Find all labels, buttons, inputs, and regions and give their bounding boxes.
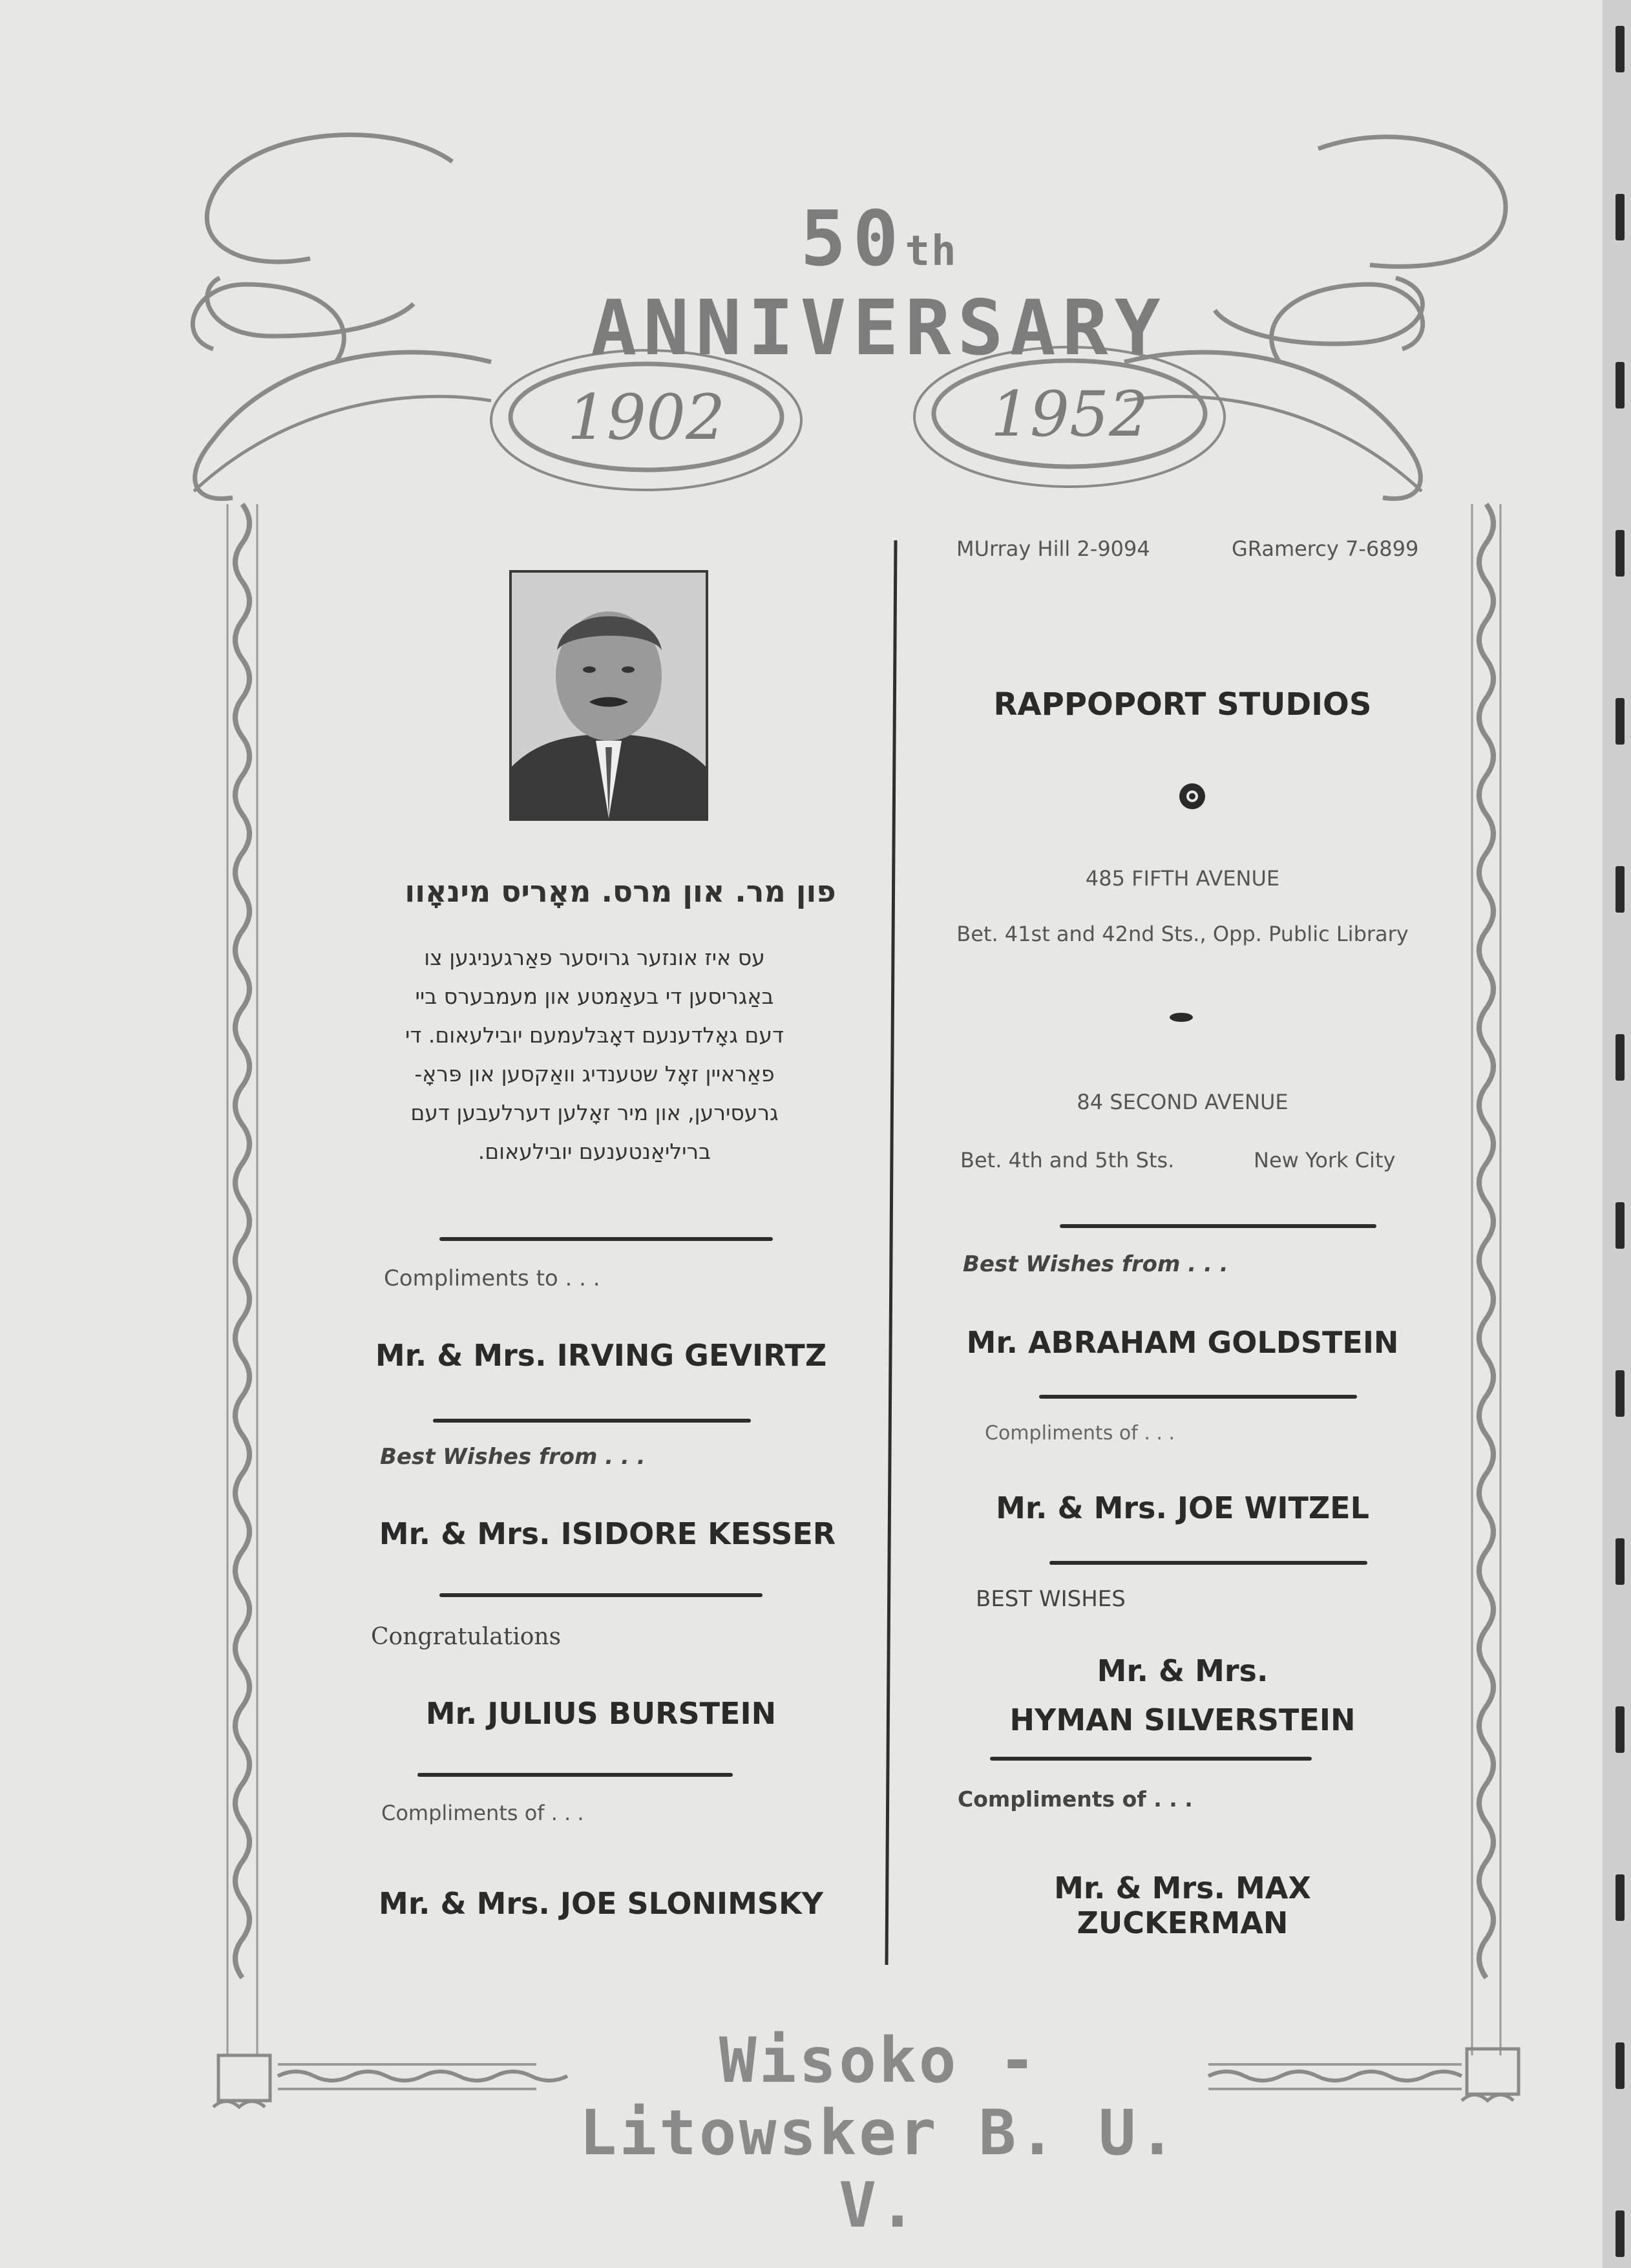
ad-intro: Best Wishes from . . . <box>380 1444 646 1470</box>
divider-rule <box>433 1419 751 1423</box>
ad-intro: Compliments of . . . <box>985 1422 1175 1445</box>
ad-intro: Best Wishes from . . . <box>963 1251 1228 1277</box>
ad-intro: Compliments of . . . <box>958 1786 1193 1812</box>
divider-rule <box>990 1757 1312 1761</box>
ad-name: Mr. & Mrs. JOE WITZEL <box>996 1490 1369 1525</box>
divider-rule <box>417 1773 733 1777</box>
ad-name: Mr. ABRAHAM GOLDSTEIN <box>966 1325 1399 1360</box>
studio-name: RAPPOPORT STUDIOS <box>993 686 1372 723</box>
address-2-cross-streets: Bet. 4th and 5th Sts. <box>960 1148 1175 1172</box>
address-2-street: 84 SECOND AVENUE <box>1077 1090 1289 1114</box>
divider-rule <box>1060 1224 1376 1228</box>
divider-rule <box>439 1593 763 1597</box>
year-end: 1952 <box>990 378 1149 450</box>
ad-intro: Compliments to . . . <box>384 1266 600 1291</box>
divider-rule <box>1049 1561 1367 1565</box>
ad-intro: Compliments of . . . <box>381 1801 584 1825</box>
phone-number-1: MUrray Hill 2-9094 <box>956 536 1150 561</box>
yiddish-message: עס איז אונזער גרויסער פאַרגעניגען צו באַגריסען די בעאַמטע און מעמבערס ביי דעם גאָלדענעם דאָבּלעמעם יובילעאום. די פאַראיין זאָל שטענדיג וואַקסען און פּראָ- גרעסירען, און מיר זאָלען דערלעבען דעם בריליאַנטענעם יובילעאום. <box>405 945 784 1164</box>
ad-name-line-2: HYMAN SILVERSTEIN <box>1009 1702 1356 1737</box>
ad-name-line-1: Mr. & Mrs. <box>1097 1653 1268 1688</box>
ad-name: Mr. & Mrs. ISIDORE KESSER <box>379 1516 836 1551</box>
address-1-street: 485 FIFTH AVENUE <box>1085 866 1280 891</box>
ad-name: Mr. & Mrs. IRVING GEVIRTZ <box>375 1338 827 1373</box>
portrait-photo <box>509 570 708 821</box>
phone-number-2: GRamercy 7-6899 <box>1232 536 1419 561</box>
anniversary-title: 50th ANNIVERSARY <box>591 194 1167 372</box>
address-2-city: New York City <box>1254 1148 1396 1172</box>
divider-rule <box>439 1237 773 1241</box>
ad-name: Mr. & Mrs. MAX ZUCKERMAN <box>1054 1871 1311 1940</box>
yiddish-heading: פון מר. און מרס. מאָריס מינאָוו <box>405 874 836 909</box>
divider-rule <box>1039 1395 1357 1399</box>
address-1-detail: Bet. 41st and 42nd Sts., Opp. Public Library <box>956 922 1409 946</box>
ad-name: Mr. & Mrs. JOE SLONIMSKY <box>379 1886 823 1921</box>
ad-name: Mr. JULIUS BURSTEIN <box>425 1696 777 1731</box>
ad-intro: Congratulations <box>371 1624 562 1650</box>
organization-name: Wisoko - Litowsker B. U. V. <box>579 2024 1179 2242</box>
year-start: 1902 <box>567 381 726 454</box>
ad-intro: BEST WISHES <box>976 1586 1126 1612</box>
